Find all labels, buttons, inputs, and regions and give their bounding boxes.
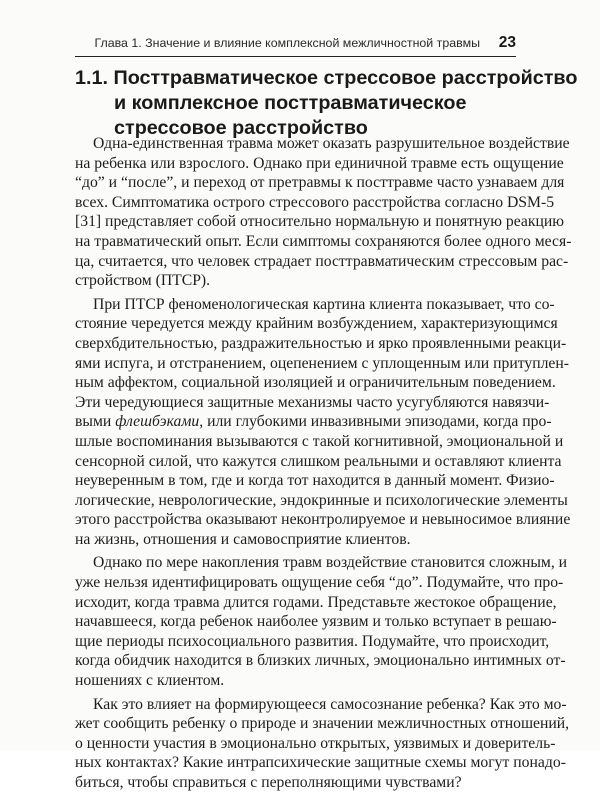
paragraph-1 <box>75 134 572 291</box>
text-line: неуверенным в том, где и когда тот находится в данный момент. Физио- <box>75 472 555 490</box>
text-line: о ценности участия в эмоционально открытых, уязвимых и доверитель- <box>75 734 556 752</box>
text-line: Одна-единственная травма может оказать разрушительное воздействие <box>93 135 570 152</box>
text-line: “до” и “после”, и переход от претравмы к посттравме часто узнаваем для <box>75 174 565 192</box>
text-line: ным аффектом, социальной изоляцией и ограничительным поведением. <box>75 374 556 392</box>
text-line: ных контактах? Какие интрапсихические защитные схемы могут понадо- <box>75 754 566 772</box>
text-line <box>75 412 552 432</box>
text-line: когда обидчик находится в близких личных, эмоционально интимных от- <box>75 652 566 670</box>
running-head <box>75 34 516 57</box>
section-heading-line: и комплексное посттравматическое <box>114 92 467 114</box>
text-line: сенсорной силой, что кажутся слишком реальными и оставляют клиента <box>75 452 562 470</box>
paragraph-2 <box>75 295 571 550</box>
text-line: логические, неврологические, эндокринные и психологические элементы <box>75 491 568 509</box>
text-line: на травматический опыт. Если симптомы сохраняются более одного меся- <box>75 232 572 250</box>
text-line: ца, считается, что человек страдает посттравматическим стрессовым рас- <box>75 252 569 270</box>
text-line: жет сообщить ребенку о природе и значении межличностных отношений, <box>75 715 570 733</box>
section-heading-line: 1.1. Посттравматическое стрессовое расстройство <box>75 67 578 89</box>
paragraph-3 <box>75 553 568 690</box>
text-line: начавшееся, когда ребенок наиболее уязвим и только вступает в решаю- <box>75 613 557 631</box>
chapter-title: Глава 1. Значение и влияние комплексной межличностной травмы <box>94 36 480 50</box>
section-heading <box>75 66 578 141</box>
text-line: Как это влияет на формирующееся самосознание ребенка? Как это мо- <box>93 695 567 713</box>
text-line: стройством (ПТСР). <box>75 272 211 290</box>
text-line: на жизнь, отношения и самовосприятие клиентов. <box>75 530 411 548</box>
section-heading-line: стрессовое расстройство <box>114 117 368 139</box>
text-line: [31] представляет собой относительно нормальную и понятную реакцию <box>75 213 565 231</box>
text-line: биться, чтобы справиться с переполняющими чувствами? <box>75 774 462 791</box>
text-fragment: выми <box>75 413 116 431</box>
text-line: Эти чередующиеся защитные механизмы часто усугубляются навязчи- <box>75 393 550 411</box>
text-line: стояние чередуется между крайним возбуждением, характеризующимся <box>75 315 558 333</box>
text-line: ношениях с клиентом. <box>75 672 225 690</box>
text-line: Однако по мере накопления травм воздействие становится сложным, и <box>93 554 568 572</box>
text-line: щие периоды психосоциального развития. Подумайте, что происходит, <box>75 632 550 650</box>
text-line: на ребенка или взрослого. Однако при единичной травме есть ощущение <box>75 154 564 172</box>
text-line: шлые воспоминания вызываются с такой когнитивной, эмоциональной и <box>75 432 564 450</box>
page-number: 23 <box>498 34 516 51</box>
text-line: всех. Симптоматика острого стрессового расстройства согласно DSM-5 <box>75 193 555 211</box>
text-line: исходит, когда травма длится годами. Представьте жестокое обращение, <box>75 593 557 611</box>
text-line: При ПТСР феноменологическая картина клиента показывает, что со- <box>93 295 555 313</box>
paragraph-4 <box>75 695 570 793</box>
text-line: сверхбдительностью, раздражительностью и ярко проявленными реакци- <box>75 334 567 352</box>
text-line: этого расстройства оказывают неконтролируемое и невыносимое влияние <box>75 511 571 529</box>
italic-term: флешбэками <box>115 413 200 431</box>
text-fragment: , или глубокими инвазивными эпизодами, когда про- <box>199 413 552 431</box>
text-line: уже нельзя идентифицировать ощущение себя “до”. Подумайте, что про- <box>75 574 564 592</box>
body-text <box>75 134 572 797</box>
text-line: ями испуга, и отстранением, оцепенением с уплощенным или притуплен- <box>75 354 570 372</box>
